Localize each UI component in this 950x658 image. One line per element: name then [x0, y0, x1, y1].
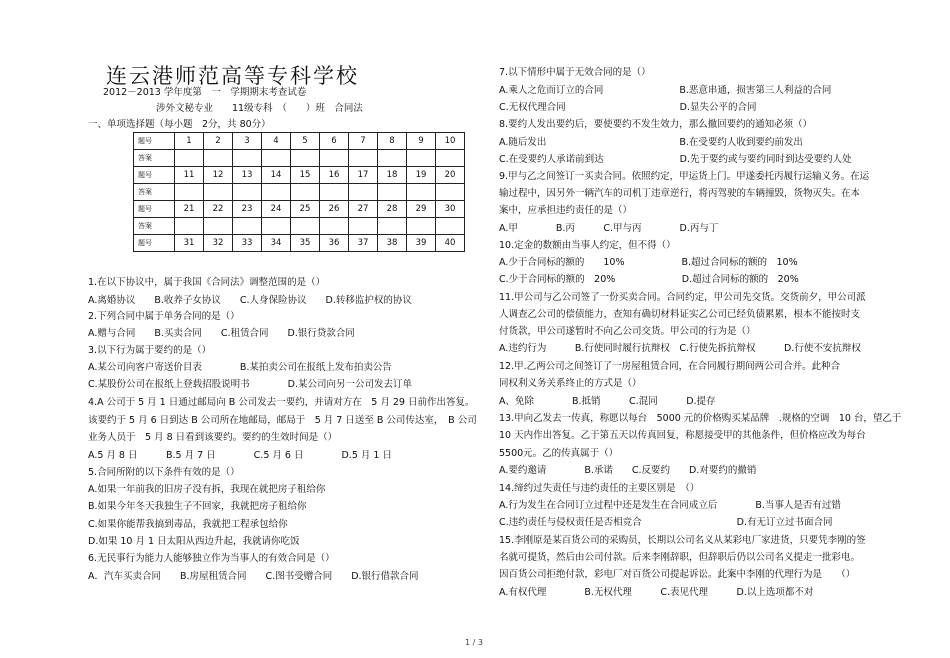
- question-line: A.随后发出 B.在受要约人收到要约前发出: [499, 137, 803, 148]
- question-number-cell: 17: [349, 167, 378, 184]
- question-line: 14.缔约过失责任与违约责任的主要区别是 （）: [499, 483, 700, 494]
- row-label-question: 题号: [134, 167, 175, 184]
- question-line: 12.甲.乙两公司之间签订了一房屋租赁合同，在合同履行期间两公司合并。此种合: [499, 361, 841, 372]
- question-number-cell: 13: [233, 167, 262, 184]
- row-label-question: 题号: [134, 201, 175, 218]
- question-number-cell: 25: [291, 201, 320, 218]
- question-line: A.如果一年前我的旧房子没有拆，我现在就把房子租给你: [88, 484, 326, 495]
- answer-cell[interactable]: [407, 150, 436, 167]
- answer-cell[interactable]: [436, 150, 465, 167]
- question-line: C.无权代理合同 D.显失公平的合同: [499, 102, 757, 113]
- question-number-cell: 34: [262, 235, 291, 252]
- answer-cell[interactable]: [436, 218, 465, 235]
- answer-cell[interactable]: [233, 184, 262, 201]
- answer-cell[interactable]: [349, 184, 378, 201]
- question-line: 6.无民事行为能力人能够独立作为当事人的有效合同是（）: [88, 553, 335, 564]
- question-line: A.离婚协议 B.收养子女协议 C.人身保险协议 D.转移监护权的协议: [88, 295, 412, 306]
- question-line: 业务人员于 5 月 8 日看到该要约。要约的生效时间是（）: [88, 432, 338, 443]
- question-line: 5500元。乙的传真属于（）: [499, 448, 619, 459]
- question-number-cell: 37: [349, 235, 378, 252]
- question-line: A.有权代理 B.无权代理 C.表见代理 D.以上选项都不对: [499, 587, 814, 598]
- question-number-cell: 29: [407, 201, 436, 218]
- row-label-question: 题号: [134, 235, 175, 252]
- question-number-cell: 20: [436, 167, 465, 184]
- question-line: 人调查乙公司的偿债能力，查知有确切材料证实乙公司已经负债累累，根本不能按时支: [499, 309, 861, 320]
- question-number-cell: 15: [291, 167, 320, 184]
- question-line: 8.要约人发出要约后，要使要约不发生效力，那么撤回要约的通知必须（）: [499, 119, 813, 130]
- question-line: 该要约于 5 月 6 日到达 B 公司所在地邮局，邮局于 5 月 7 日送至 B 公司传达室， B 公司: [88, 415, 477, 426]
- row-label-answer: 答案: [134, 184, 175, 201]
- question-line: 3.以下行为属于要约的是（）: [88, 345, 212, 356]
- question-number-cell: 11: [175, 167, 204, 184]
- question-line: 同权利义务关系终止的方式是（）: [499, 378, 642, 389]
- question-number-cell: 39: [407, 235, 436, 252]
- answer-cell[interactable]: [291, 150, 320, 167]
- answer-cell[interactable]: [320, 150, 349, 167]
- question-number-cell: 16: [320, 167, 349, 184]
- question-line: A.乘人之危而订立的合同 B.恶意串通，损害第三人利益的合同: [499, 85, 832, 96]
- question-number-cell: 5: [291, 133, 320, 150]
- table-row: [134, 235, 465, 252]
- question-number-cell: 27: [349, 201, 378, 218]
- question-number-cell: 35: [291, 235, 320, 252]
- question-number-cell: 3: [233, 133, 262, 150]
- answer-cell[interactable]: [233, 150, 262, 167]
- answer-cell[interactable]: [291, 218, 320, 235]
- table-row: [134, 218, 465, 235]
- term-line: 2012－2013 学年度第 一 学期期末考查试卷: [103, 87, 307, 98]
- question-line: D.如果 10 月 1 日太阳从西边升起，我就请你吃饭: [88, 536, 300, 547]
- question-line: C.如果你能帮我搞到毒品，我就把工程承包给你: [88, 519, 288, 530]
- answer-cell[interactable]: [320, 184, 349, 201]
- answer-cell[interactable]: [436, 184, 465, 201]
- question-number-cell: 23: [233, 201, 262, 218]
- question-number-cell: 7: [349, 133, 378, 150]
- question-line: A．汽车买卖合同 B.房屋租赁合同 C.图书受赠合同 D.银行借款合同: [88, 571, 419, 582]
- question-line: A.5 月 8 日 B.5 月 7 日 C.5 月 6 日 D.5 月 1 日: [88, 450, 392, 461]
- answer-cell[interactable]: [291, 184, 320, 201]
- question-line: 2.下列合同中属于单务合同的是（）: [88, 311, 240, 322]
- question-line: 10 天内作出答复。乙于第五天以传真回复，称愿接受甲的其他条件，但价格应改为每台: [499, 430, 866, 441]
- question-line: A.甲 B.丙 C.甲与丙 D.丙与丁: [499, 223, 719, 234]
- row-label-answer: 答案: [134, 218, 175, 235]
- question-number-cell: 36: [320, 235, 349, 252]
- question-line: B.如果今年冬天我独生子不回家，我就把房子租给你: [88, 501, 307, 512]
- question-number-cell: 24: [262, 201, 291, 218]
- page-number: 1 / 3: [465, 638, 483, 647]
- question-line: A.行为发生在合同订立过程中还是发生在合同成立后 B.当事人是否有过错: [499, 500, 841, 511]
- question-number-cell: 10: [436, 133, 465, 150]
- question-number-cell: 31: [175, 235, 204, 252]
- question-line: 7.以下情形中属于无效合同的是（）: [499, 67, 651, 78]
- question-line: A、免除 B.抵销 C.混同 D.提存: [499, 396, 716, 407]
- question-line: C.在受要约人承诺前到达 D.先于要约或与要约同时到达受要约人处: [499, 154, 852, 165]
- answer-cell[interactable]: [349, 150, 378, 167]
- question-number-cell: 30: [436, 201, 465, 218]
- answer-cell[interactable]: [233, 218, 262, 235]
- answer-cell[interactable]: [204, 218, 233, 235]
- answer-cell[interactable]: [407, 184, 436, 201]
- answer-cell[interactable]: [262, 184, 291, 201]
- question-number-cell: 38: [378, 235, 407, 252]
- question-line: A.要约邀请 B.承诺 C.反要约 D.对要约的撤销: [499, 465, 757, 476]
- question-line: 名就可提货，然后由公司付款。后来李刚辞职，但辞职后仍以公司名义提走一批彩电。: [499, 552, 861, 563]
- question-number-cell: 33: [233, 235, 262, 252]
- section-title: 一、单项选择题（每小题 2分，共 80分）: [88, 119, 271, 130]
- question-number-cell: 28: [378, 201, 407, 218]
- question-line: 9.甲与乙之间签订一买卖合同。依照约定，甲运货上门。甲遂委托丙履行运输义务。在运: [499, 171, 870, 182]
- row-label-answer: 答案: [134, 150, 175, 167]
- question-line: 付货款，甲公司遂暂时不向乙公司交货。甲公司的行为是（）: [499, 326, 756, 337]
- question-number-cell: 21: [175, 201, 204, 218]
- table-row: [134, 167, 465, 184]
- question-number-cell: 12: [204, 167, 233, 184]
- table-row: [134, 133, 465, 150]
- answer-cell[interactable]: [175, 184, 204, 201]
- question-line: 案中，应承担违约责任的是（）: [499, 205, 633, 216]
- question-number-cell: 32: [204, 235, 233, 252]
- question-line: 因百货公司拒绝付款，彩电厂对百货公司提起诉讼。此案中李刚的代理行为是 （）: [499, 569, 856, 580]
- school-title: 连云港师范高等专科学校: [106, 64, 359, 88]
- question-number-cell: 6: [320, 133, 349, 150]
- table-row: [134, 184, 465, 201]
- question-line: 15.李刚原是某百货公司的采购员，长期以公司名义从某彩电厂家进货，只要凭李刚的签: [499, 535, 866, 546]
- question-line: C.少于合同标的额的 20% D.超过合同标的额的 20%: [499, 274, 799, 285]
- answer-cell[interactable]: [262, 218, 291, 235]
- table-row: [134, 150, 465, 167]
- question-line: 4.A 公司于 5 月 1 日通过邮局向 B 公司发去一要约，并请对方在 5 月 29 日前作出答复。: [88, 397, 475, 408]
- question-line: 11.甲公司与乙公司签了一份买卖合同。合同约定，甲公司先交货。交货前夕，甲公司派: [499, 292, 866, 303]
- question-number-cell: 4: [262, 133, 291, 150]
- question-number-cell: 2: [204, 133, 233, 150]
- question-line: C.违约责任与侵权责任是否相竞合 D.有无订立过书面合同: [499, 517, 833, 528]
- question-line: 13.甲向乙发去一传真，称愿以每台 5000 元的价格购买某品牌 .规格的空调 10 台，望乙于: [499, 413, 902, 424]
- question-number-cell: 18: [378, 167, 407, 184]
- answer-table: [133, 132, 465, 252]
- question-number-cell: 26: [320, 201, 349, 218]
- table-row: [134, 201, 465, 218]
- question-number-cell: 1: [175, 133, 204, 150]
- question-number-cell: 8: [378, 133, 407, 150]
- answer-cell[interactable]: [407, 218, 436, 235]
- answer-cell[interactable]: [204, 150, 233, 167]
- row-label-question: 题号: [134, 133, 175, 150]
- question-line: 1.在以下协议中，属于我国《合同法》调整范围的是（）: [88, 277, 326, 288]
- answer-cell[interactable]: [378, 184, 407, 201]
- question-line: 输过程中，因另外一辆汽车的司机丁违章逆行，将丙驾驶的车辆撞毁，货物灭失。在本: [499, 188, 861, 199]
- question-line: A.赠与合同 B.买卖合同 C.租赁合同 D.银行贷款合同: [88, 328, 355, 339]
- question-line: A.少于合同标的额的 10% B.超过合同标的额的 10%: [499, 257, 798, 268]
- question-number-cell: 19: [407, 167, 436, 184]
- question-line: A.违约行为 B.行使同时履行抗辩权 C.行使先拆抗辩权 D.行使不安抗辩权: [499, 343, 861, 354]
- answer-cell[interactable]: [262, 150, 291, 167]
- question-line: 5.合同所附的以下条件有效的是（）: [88, 467, 240, 478]
- answer-cell[interactable]: [175, 150, 204, 167]
- answer-cell[interactable]: [204, 184, 233, 201]
- question-number-cell: 22: [204, 201, 233, 218]
- question-line: C.某股份公司在报纸上登载招股说明书 D.某公司向另一公司发去订单: [88, 379, 412, 390]
- question-number-cell: 40: [436, 235, 465, 252]
- question-line: A.某公司向客户寄送价目表 B.某拍卖公司在报纸上发布拍卖公告: [88, 362, 392, 373]
- answer-cell[interactable]: [349, 218, 378, 235]
- answer-cell[interactable]: [378, 150, 407, 167]
- answer-cell[interactable]: [378, 218, 407, 235]
- answer-cell[interactable]: [320, 218, 349, 235]
- class-line: 涉外文秘专业 11级专科 （ ）班 合同法: [156, 103, 363, 114]
- question-line: 10.定金的数额由当事人约定，但不得（）: [499, 240, 676, 251]
- question-number-cell: 14: [262, 167, 291, 184]
- question-number-cell: 9: [407, 133, 436, 150]
- answer-cell[interactable]: [175, 218, 204, 235]
